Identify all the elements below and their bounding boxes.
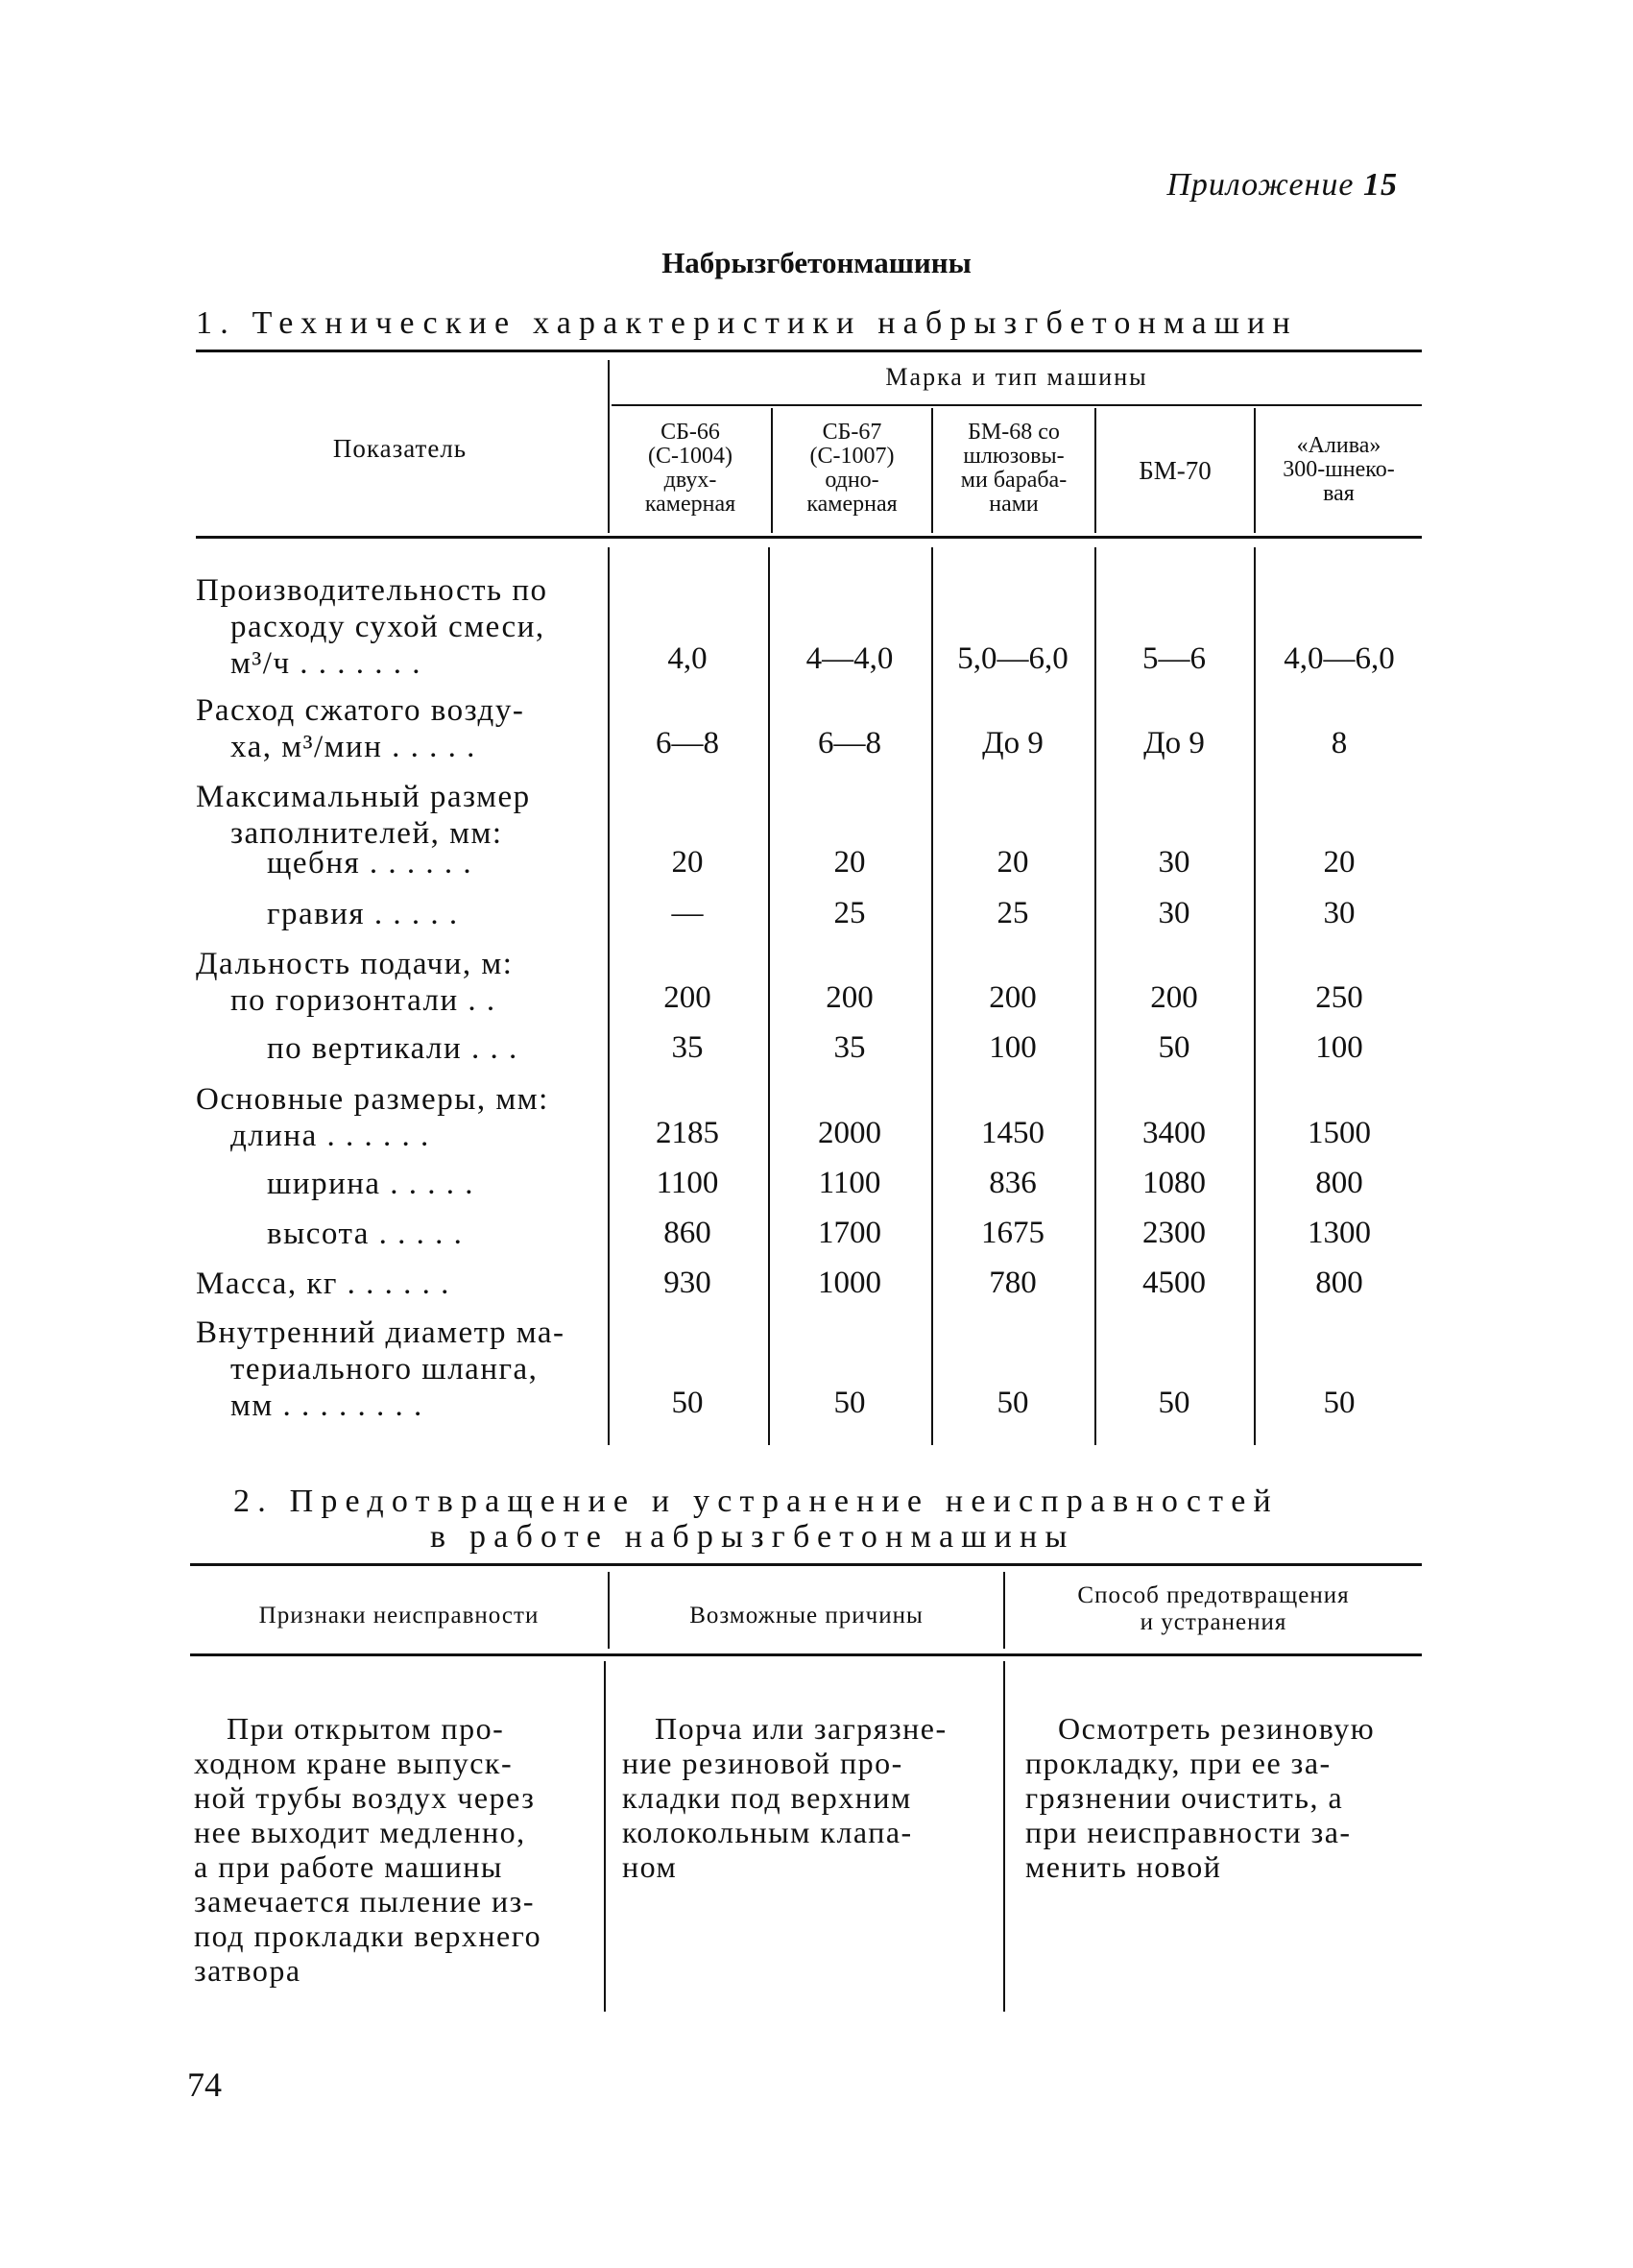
row-label-line: Дальность подачи, м: (196, 947, 514, 981)
row-value: 5—6 (1142, 641, 1206, 676)
symptom-cell (194, 1711, 588, 1988)
row-value: 4—4,0 (805, 641, 894, 676)
row-value: 930 (663, 1266, 711, 1300)
cause-line: ном (622, 1849, 678, 1884)
appendix-number: 15 (1363, 167, 1398, 203)
row-value: 20 (833, 845, 866, 880)
cause-line: Порча или загрязне- (655, 1711, 948, 1746)
column-header (1256, 434, 1422, 506)
remedy-cell (1025, 1711, 1419, 1884)
remedy-header-line2: и устранения (1140, 1609, 1287, 1635)
table1-body-vline (1254, 547, 1256, 1445)
column-header-line: (С-1004) (648, 444, 732, 469)
row-value: 20 (671, 845, 704, 880)
appendix-heading (1166, 167, 1398, 204)
row-label (267, 1166, 598, 1202)
symptom-header: Признаки неисправности (258, 1603, 540, 1629)
row-value: До 9 (982, 726, 1044, 760)
row-label-line: щебня . . . . . . (267, 846, 473, 881)
row-label (196, 1081, 599, 1154)
row-value: 50 (1158, 1030, 1190, 1065)
row-label-line: м³/ч . . . . . . . (230, 646, 422, 681)
row-value: — (671, 896, 704, 930)
row-label (196, 946, 599, 1019)
row-value: 6—8 (818, 726, 881, 760)
row-value: 100 (989, 1030, 1037, 1065)
cause-line: колокольным клапа- (622, 1815, 913, 1849)
row-value: 1700 (818, 1216, 881, 1250)
row-value: До 9 (1143, 726, 1205, 760)
brand-type-underline (612, 404, 1422, 406)
row-value: 3400 (1142, 1116, 1206, 1150)
row-label-line: териального шланга, (230, 1352, 539, 1387)
row-label-line: ширина . . . . . (267, 1167, 475, 1201)
row-value: 860 (663, 1216, 711, 1250)
row-value: 20 (997, 845, 1029, 880)
row-value: 8 (1331, 726, 1348, 760)
row-value: 100 (1315, 1030, 1363, 1065)
row-value: 4,0 (667, 641, 708, 676)
row-value: 200 (663, 980, 711, 1015)
row-value: 780 (989, 1266, 1037, 1300)
column-header (610, 421, 771, 517)
row-value: 1100 (656, 1166, 719, 1200)
row-label-line: Масса, кг . . . . . . (196, 1267, 450, 1301)
symptom-line: При открытом про- (227, 1711, 505, 1746)
row-label-line: Максимальный размер (196, 780, 531, 814)
row-label (267, 896, 598, 932)
row-label-line: мм . . . . . . . . (230, 1388, 423, 1423)
row-label-line: по вертикали . . . (267, 1031, 518, 1066)
column-header-line: нами (989, 492, 1039, 517)
row-value: 1000 (818, 1266, 881, 1300)
symptom-line: ходном кране выпуск- (194, 1746, 514, 1780)
row-value: 30 (1323, 896, 1356, 930)
column-header-line: камерная (644, 492, 736, 517)
row-value: 200 (1150, 980, 1198, 1015)
section2-header-bottom-rule (190, 1653, 1422, 1656)
section2-top-rule (190, 1563, 1422, 1566)
row-value: 836 (989, 1166, 1037, 1200)
row-value: 30 (1158, 845, 1190, 880)
section2-title-line1: 2. Предотвращение и устранение неисправностей (233, 1484, 1279, 1519)
section1-title: 1. Технические характеристики набрызгбетонмашин (196, 305, 1298, 341)
remedy-line: менить новой (1025, 1849, 1222, 1884)
row-value: 2185 (656, 1116, 719, 1150)
column-header-line: СБ-67 (822, 420, 882, 445)
table2-body-vline (1003, 1661, 1005, 2012)
table1-body-vline (931, 547, 933, 1445)
row-label (267, 1216, 598, 1252)
column-header-line: одно- (825, 468, 879, 493)
section1-top-rule (196, 350, 1422, 352)
page-number: 74 (187, 2065, 222, 2104)
cause-cell (622, 1711, 987, 1884)
remedy-line: прокладку, при ее за- (1025, 1746, 1332, 1780)
column-header-line: «Алива» (1296, 433, 1381, 458)
symptom-line: под прокладки верхнего (194, 1918, 542, 1953)
cause-line: кладки под верхним (622, 1780, 912, 1815)
row-value: 800 (1315, 1166, 1363, 1200)
row-label-line: длина . . . . . . (230, 1119, 430, 1153)
symptom-line: затвора (194, 1953, 301, 1988)
column-header (773, 421, 931, 517)
row-value: 35 (833, 1030, 866, 1065)
row-value: 800 (1315, 1266, 1363, 1300)
column-header-line: СБ-66 (660, 420, 720, 445)
row-label-line: ха, м³/мин . . . . . (230, 730, 476, 764)
row-value: 25 (997, 896, 1029, 930)
remedy-line: при неисправности за- (1025, 1815, 1352, 1849)
row-label-line: расходу сухой смеси, (230, 610, 545, 644)
symptom-line: замечается пыление из- (194, 1884, 535, 1918)
cause-header: Возможные причины (689, 1603, 924, 1629)
row-value: 50 (671, 1386, 704, 1420)
header-bottom-rule (196, 536, 1422, 539)
remedy-header-line1: Способ предотвращения (1077, 1582, 1350, 1608)
symptom-line: а при работе машины (194, 1849, 503, 1884)
column-header-line: ми бараба- (960, 468, 1068, 493)
row-value: 5,0—6,0 (957, 641, 1069, 676)
row-value: 200 (826, 980, 874, 1015)
row-value: 20 (1323, 845, 1356, 880)
column-header-line: (С-1007) (809, 444, 895, 469)
symptom-line: ной трубы воздух через (194, 1780, 536, 1815)
row-value: 1675 (981, 1216, 1045, 1250)
symptom-line: нее выходит медленно, (194, 1815, 526, 1849)
row-value: 4,0—6,0 (1284, 641, 1395, 676)
row-label (196, 572, 599, 682)
remedy-line: грязнении очистить, а (1025, 1780, 1344, 1815)
row-value: 200 (989, 980, 1037, 1015)
table1-body-vline (768, 547, 770, 1445)
column-header-line: 300-шнеко- (1283, 457, 1395, 482)
table1-body-vline (1094, 547, 1096, 1445)
row-value: 6—8 (656, 726, 719, 760)
row-value: 1080 (1142, 1166, 1206, 1200)
row-label (267, 1030, 598, 1067)
cause-line: ние резиновой про- (622, 1746, 903, 1780)
column-header-line: БМ-68 со (968, 420, 1060, 445)
row-value: 35 (671, 1030, 704, 1065)
row-label-line: Основные размеры, мм: (196, 1082, 549, 1117)
column-header (1096, 456, 1254, 485)
row-value: 2300 (1142, 1216, 1206, 1250)
row-label-line: гравия . . . . . (267, 897, 459, 931)
section2-title-line2: в работе набрызгбетонмашины (430, 1519, 1075, 1555)
column-header-line: двух- (663, 468, 717, 493)
column-header-line: вая (1323, 481, 1355, 506)
column-header-line: шлюзовы- (963, 444, 1065, 469)
row-value: 1100 (818, 1166, 881, 1200)
brand-type-header: Марка и тип машины (885, 363, 1148, 391)
row-value: 1500 (1308, 1116, 1371, 1150)
row-value: 25 (833, 896, 866, 930)
row-label-line: по горизонтали . . (230, 983, 496, 1018)
row-value: 50 (1323, 1386, 1356, 1420)
column-header (933, 421, 1094, 517)
row-label-line: заполнителей, мм: (230, 816, 503, 851)
page-title: Набрызгбетонмашины (661, 246, 972, 279)
row-value: 30 (1158, 896, 1190, 930)
row-label (267, 845, 598, 881)
row-value: 2000 (818, 1116, 881, 1150)
row-value: 50 (997, 1386, 1029, 1420)
row-label (196, 1315, 599, 1424)
indicator-header: Показатель (332, 434, 468, 463)
row-value: 1450 (981, 1116, 1045, 1150)
appendix-label: Приложение (1166, 167, 1355, 203)
row-value: 250 (1315, 980, 1363, 1015)
remedy-line: Осмотреть резиновую (1058, 1711, 1376, 1746)
table1-body-vline (608, 547, 610, 1445)
row-value: 50 (833, 1386, 866, 1420)
row-label-line: высота . . . . . (267, 1217, 464, 1251)
row-label-line: Внутренний диаметр ма- (196, 1315, 565, 1350)
column-header-line: БМ-70 (1139, 456, 1212, 485)
row-label (196, 779, 599, 852)
column-header-line: камерная (806, 492, 898, 517)
row-value: 50 (1158, 1386, 1190, 1420)
table2-body-vline (604, 1661, 606, 2012)
row-label (196, 1266, 599, 1302)
remedy-header (1005, 1582, 1422, 1636)
row-value: 1300 (1308, 1216, 1371, 1250)
row-value: 4500 (1142, 1266, 1206, 1300)
row-label (196, 692, 599, 765)
row-label-line: Расход сжатого возду- (196, 693, 525, 728)
row-label-line: Производительность по (196, 573, 548, 608)
